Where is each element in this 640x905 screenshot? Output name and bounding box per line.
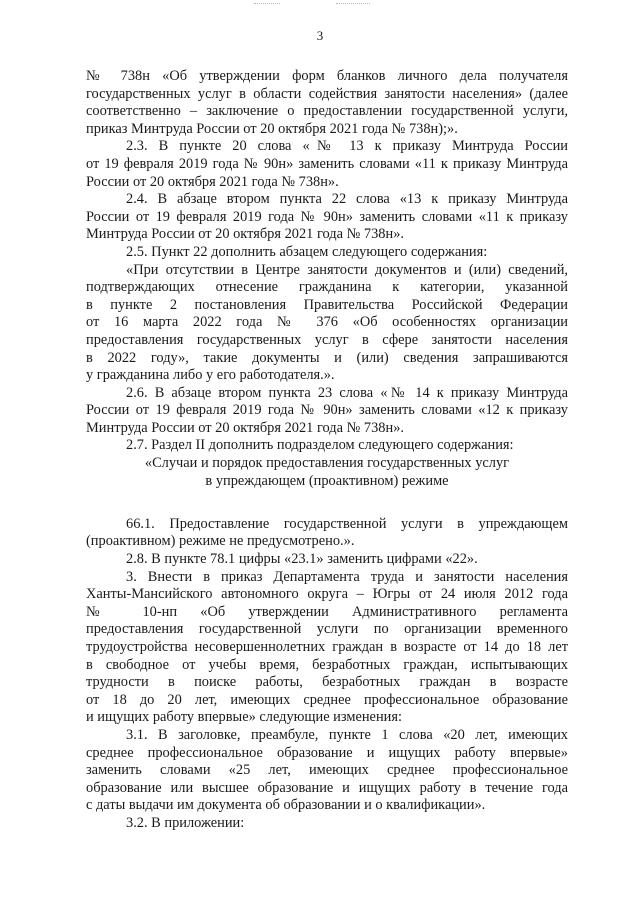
text-line: трудности в поиске работы, безработных граждан в возрасте (86, 674, 568, 691)
text-line: образование или высшее образование и ищущих работу в течение года (86, 779, 568, 796)
text-line: соответственно – заключение о предоставлении государственной услуги, (86, 103, 568, 120)
text-line: 2.7. Раздел II дополнить подразделом следующего содержания: (126, 437, 514, 454)
text-line: от 19 февраля 2019 года № 90н» заменить словами «11 к приказу Минтруда (86, 155, 568, 172)
text-line: в 2022 году», такие документы и (или) сведения запрашиваются (86, 349, 568, 366)
text-line: Минтруда России от 20 октября 2021 года № 738н». (86, 419, 404, 436)
text-line: от 16 марта 2022 года № 376 «Об особенностях организации (86, 314, 568, 331)
paragraph-intro (86, 68, 568, 138)
text-line: 2.5. Пункт 22 дополнить абзацем следующего содержания: (126, 243, 488, 260)
item-2-5 (86, 244, 568, 262)
text-line: № 10-нп «Об утверждении Административного регламента (86, 603, 568, 620)
item-2-3 (86, 138, 568, 191)
text-line: № 738н «Об утверждении форм бланков личного дела получателя (86, 68, 568, 84)
text-line: и ищущих работу впервые» следующие изменения: (86, 709, 402, 726)
item-3-2 (86, 815, 568, 833)
section-heading (86, 455, 568, 490)
text-line: России от 20 октября 2021 года № 738н». (86, 173, 339, 190)
text-line: предоставления государственной услуги по организации временного (86, 621, 568, 638)
page-number: 3 (316, 28, 324, 43)
item-2-6 (86, 385, 568, 438)
text-line: России от 19 февраля 2019 года № 90н» заменить словами «12 к приказу (86, 402, 568, 419)
text-line: Минтруда России от 20 октября 2021 года № 738н». (86, 226, 404, 243)
paragraph-66-1 (86, 516, 568, 551)
spacer (86, 490, 568, 508)
text-line: 2.8. В пункте 78.1 цифры «23.1» заменить цифрами «22». (126, 551, 478, 568)
quote-2-5 (86, 262, 568, 385)
text-line: среднее профессиональное образование и ищущих работу впервые» (86, 744, 568, 761)
item-2-8 (86, 551, 568, 569)
text-line: у гражданина либо у его работодателя.». (86, 367, 335, 384)
item-2-4 (86, 191, 568, 244)
text-line: 2.6. В абзаце втором пункта 23 слова «№ 14 к приказу Минтруда (126, 384, 568, 401)
text-line: России от 19 февраля 2019 года № 90н» заменить словами «11 к приказу (86, 208, 568, 225)
text-line: от 18 до 20 лет, имеющих среднее профессиональное образование (86, 691, 568, 708)
scan-artifact (336, 3, 370, 10)
text-line: Ханты-Мансийского автономного округа – Югры от 24 июля 2012 года (86, 586, 568, 603)
text-line: 66.1. Предоставление государственной услуги в упреждающем (126, 515, 568, 532)
text-line: подтверждающих отнесение гражданина к категории, указанной (86, 279, 568, 296)
text-line: государственных услуг в области содействия занятости населения» (далее (86, 85, 568, 102)
text-line: 3. Внести в приказ Департамента труда и занятости населения (126, 568, 568, 585)
item-3 (86, 569, 568, 727)
text-line: в свободное от учебы время, безработных граждан, испытывающих (86, 656, 568, 673)
spacer (86, 508, 568, 516)
text-line: (проактивном) режиме не предусмотрено.». (86, 533, 355, 550)
text-line: предоставления государственных услуг в сфере занятости населения (86, 331, 568, 348)
heading-line: «Случаи и порядок предоставления государственных услуг (144, 455, 510, 472)
text-line: 3.2. В приложении: (126, 814, 245, 831)
text-line: «При отсутствии в Центре занятости документов и (или) сведений, (126, 261, 568, 278)
text-line: с даты выдачи им документа об образовании и о квалификации». (86, 797, 486, 814)
scan-artifact (254, 3, 280, 10)
text-line: в пункте 2 постановления Правительства Российской Федерации (86, 296, 568, 313)
text-line: приказ Минтруда России от 20 октября 2021 года № 738н);». (86, 120, 458, 137)
text-line: 2.4. В абзаце втором пункта 22 слова «13 к приказу Минтруда (126, 191, 568, 208)
text-line: 3.1. В заголовке, преамбуле, пункте 1 слова «20 лет, имеющих (126, 726, 568, 743)
heading-line: в упреждающем (проактивном) режиме (205, 472, 449, 489)
document-body (86, 68, 568, 833)
text-line: 2.3. В пункте 20 слова «№ 13 к приказу Минтруда России (126, 138, 568, 155)
text-line: заменить словами «25 лет, имеющих среднее профессиональное (86, 762, 568, 779)
item-3-1 (86, 727, 568, 815)
text-line: трудоустройства несовершеннолетних граждан в возрасте от 14 до 18 лет (86, 639, 568, 655)
item-2-7 (86, 437, 568, 455)
